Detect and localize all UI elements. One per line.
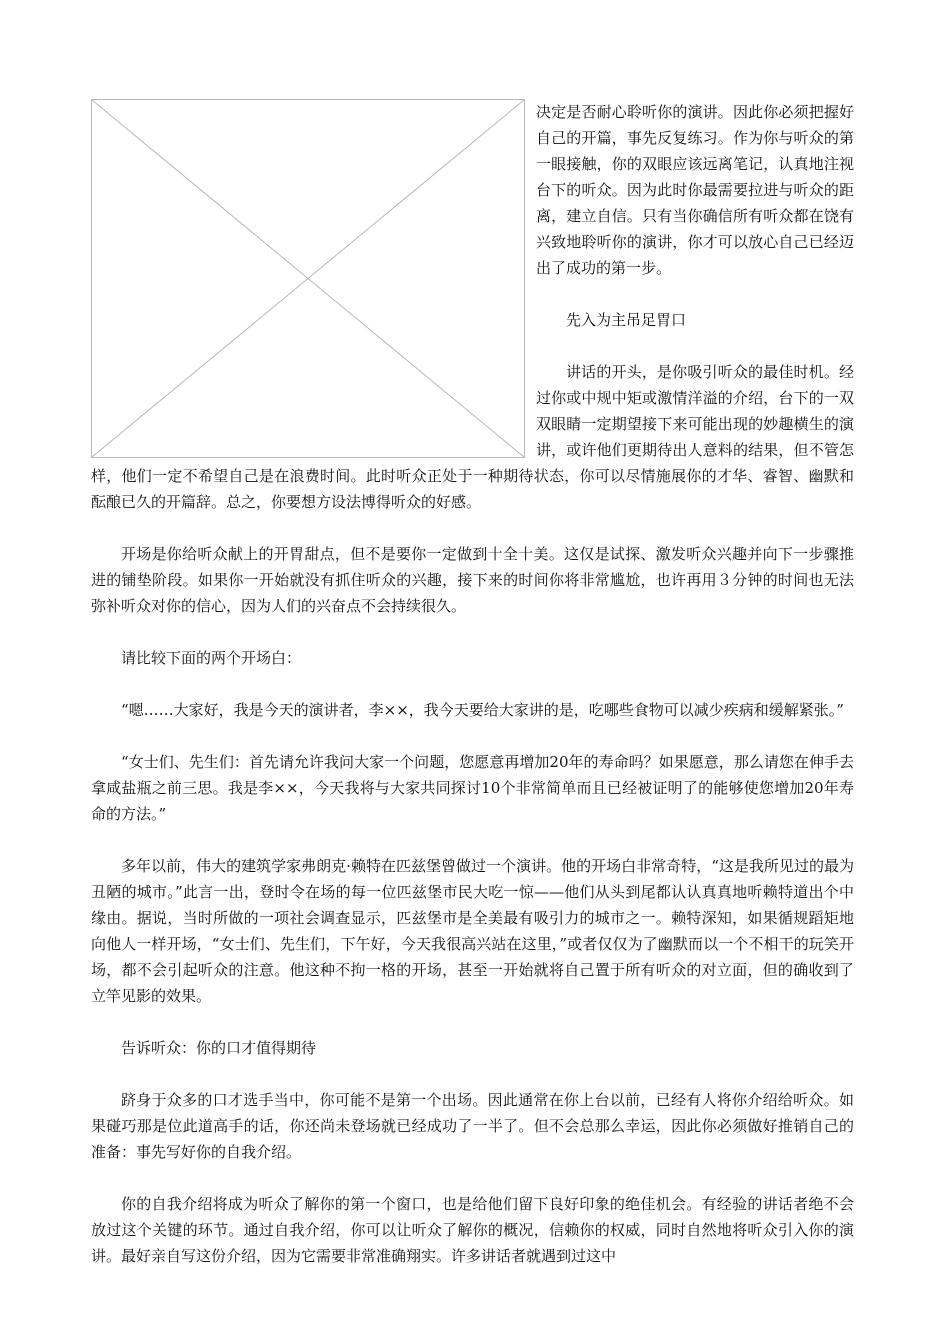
section-heading-expectation: 告诉听众：你的口才值得期待 [121,1039,317,1057]
paragraph-self-introduction: 你的自我介绍将成为听众了解你的第一个窗口，也是给他们留下良好印象的绝佳机会。有经验的讲话者绝不会放过这个关键的环节。通过自我介绍，你可以让听众了解你的概况，信赖你的权威，同时自然地将听众引入你的演讲。最好亲自写这份介绍，因为它需要非常准确翔实。许多讲话者就遇到过这中 [91,1195,854,1265]
paragraph-appetizer: 开场是你给听众献上的开胃甜点，但不是要你一定做到十全十美。这仅是试探、激发听众兴趣并向下一步骤推进的铺垫阶段。如果你一开始就没有抓住听众的兴趣，接下来的时间你将非常尴尬，也许再用３分钟的时间也无法弥补听众对你的信心，因为人们的兴奋点不会持续很久。 [91,545,854,615]
image-placeholder-icon [92,100,524,457]
paragraph-self-promotion: 跻身于众多的口才选手当中，你可能不是第一个出场。因此通常在你上台以前，已经有人将你介绍给听众。如果碰巧那是位此道高手的话，你还尚未登场就已经成功了一半了。但不会总那么幸运，因此你必须做好推销自己的准备：事先写好你的自我介绍。 [91,1091,854,1161]
paragraph-intro-continued: 决定是否耐心聆听你的演讲。因此你必须把握好自己的开篇，事先反复练习。作为你与听众的第一眼接触，你的双眼应该远离笔记，认真地注视台下的听众。因为此时你最需要拉进与听众的距离，建立自信。只有当你确信所有听众都在饶有兴致地聆听你的演讲，你才可以放心自己已经迈出了成功的第一步。 [536,103,854,277]
paragraph-quote-one: “嗯……大家好，我是今天的演讲者，李××，我今天要给大家讲的是，吃哪些食物可以减少疾病和缓解紧张。” [121,701,844,719]
paragraph-wright-story: 多年以前，伟大的建筑学家弗朗克·赖特在匹兹堡曾做过一个演讲。他的开场白非常奇特，“这是我所见过的最为丑陋的城市。”此言一出，登时令在场的每一位匹兹堡市民大吃一惊——他们从头到尾都认认真真地听赖特道出个中缘由。据说，当时所做的一项社会调查显示，匹兹堡市是全美最有吸引力的城市之一。赖特深知，如果循规蹈矩地向他人一样开场，“女士们、先生们，下午好，今天我很高兴站在这里，”或者仅仅为了幽默而以一个不相干的玩笑开场，都不会引起听众的注意。他这种不拘一格的开场，甚至一开始就将自己置于所有听众的对立面，但的确收到了立竿见影的效果。 [91,857,854,1005]
document-page [91,99,854,1295]
paragraph-compare: 请比较下面的两个开场白： [121,649,302,667]
paragraph-quote-two: “女士们、先生们：首先请允许我问大家一个问题，您愿意再增加20年的寿命吗？如果愿意，那么请您在伸手去拿咸盐瓶之前三思。我是李××，今天我将与大家共同探讨10个非常简单而且已经被证明了的能够使您增加20年寿命的方法。” [91,753,854,823]
image-placeholder [91,99,525,458]
paragraph-opening-moment: 讲话的开头，是你吸引听众的最佳时机。经过你或中规中矩或激情洋溢的介绍，台下的一双双眼睛一定期望接下来可能出现的妙趣横生的演讲，或许他们更期待出人意料的结果，但不管怎样，他们一定不希望自己是在浪费时间。此时听众正处于一种期待状态，你可以尽情施展你的才华、睿智、幽默和酝酿已久的开篇辞。总之，你要想方设法博得听众的好感。 [91,363,854,511]
section-heading-opening: 先入为主吊足胃口 [566,311,687,329]
